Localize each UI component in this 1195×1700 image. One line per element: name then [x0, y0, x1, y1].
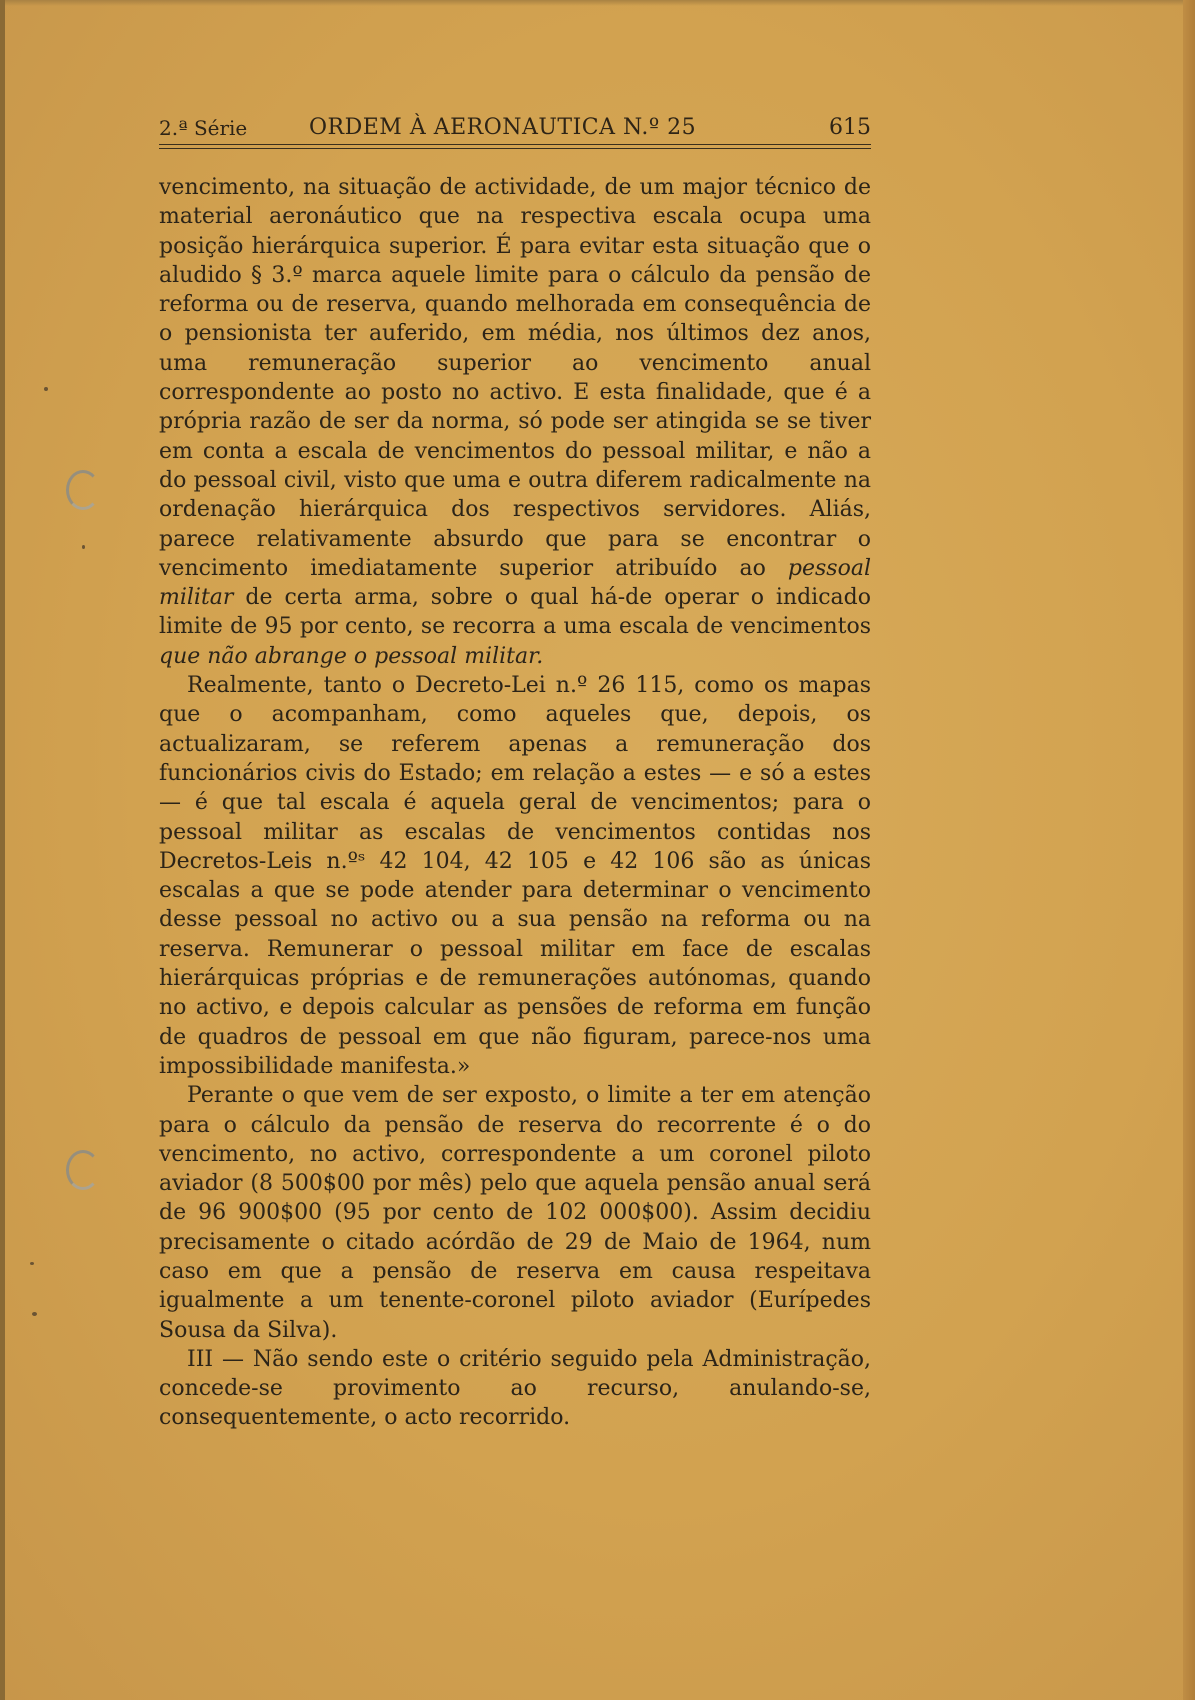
paper-top-edge [0, 0, 1195, 6]
paragraph [159, 671, 871, 1081]
paragraph [159, 1345, 871, 1433]
text-run: Perante o que vem de ser exposto, o limite a ter em atenção para o cálculo da pensão de reserva do recorrente é o do vencimento, no activo, correspondente a um coronel piloto aviador (8 500$00 por mês) pelo que aquela pensão anual será de 96 900$00 (95 por cento de 102 000$00). Assim decidiu precisamente o citado acórdão de 29 de Maio de 1964, num caso em que a pensão de reserva em causa respeitava igualmente a um tenente-coronel piloto aviador (Eurípedes Sousa da Silva). [159, 1083, 871, 1343]
paper-fleck [30, 1262, 34, 1265]
publication-title: ORDEM À AERONAUTICA N.º 25 [309, 115, 697, 140]
paper-left-edge [0, 0, 5, 1700]
paragraph [159, 1081, 871, 1345]
text-run: de certa arma, sobre o qual há-de operar o indicado limite de 95 por cento, se recorra a uma escala de vencimentos [159, 585, 871, 640]
punch-hole-icon [66, 1150, 100, 1190]
page-number: 615 [829, 115, 871, 140]
italic-text: que não abrange o pessoal militar. [159, 643, 544, 669]
body-text [159, 173, 871, 1433]
paper-right-edge [1183, 0, 1195, 1700]
header-rule [159, 148, 871, 149]
series-label: 2.ª Série [159, 116, 248, 140]
paragraph [159, 173, 871, 671]
page-header [159, 112, 871, 145]
paper-fleck [44, 387, 48, 391]
paper-fleck [82, 545, 85, 549]
punch-hole-icon [66, 470, 100, 510]
italic-text: pessoal militar [159, 555, 871, 611]
text-run: vencimento, na situação de actividade, de um major técnico de material aeronáutico que na respectiva escala ocupa uma posição hierárquica superior. É para evitar esta situação que o aludido § 3.º marca aquele limite para o cálculo da pensão de reforma ou de reserva, quando melhorada em consequência de o pensionista ter auferido, em média, nos últimos dez anos, uma remuneração superior ao vencimento anual correspondente ao posto no activo. E esta finalidade, que é a própria razão de ser da norma, só pode ser atingida se se tiver em conta a escala de vencimentos do pessoal militar, e não a do pessoal civil, visto que uma e outra diferem radicalmente na ordenação hierárquica dos respectivos servidores. Aliás, parece relativamente absurdo que para se encontrar o vencimento imediatamente superior atribuído ao [159, 175, 871, 581]
text-run: III — Não sendo este o critério seguido pela Administração, concede-se provimento ao recurso, anulando-se, consequentemente, o acto recorrido. [159, 1346, 871, 1431]
paper-fleck [32, 1312, 37, 1316]
text-run: Realmente, tanto o Decreto-Lei n.º 26 115, como os mapas que o acompanham, como aqueles que, depois, os actualizaram, se referem apenas a remuneração dos funcionários civis do Estado; em relação a estes — e só a estes — é que tal escala é aquela geral de vencimentos; para o pessoal militar as escalas de vencimentos contidas nos Decretos-Leis n.ºˢ 42 104, 42 105 e 42 106 são as únicas escalas a que se pode atender para determinar o vencimento desse pessoal no activo ou a sua pensão na reforma ou na reserva. Remunerar o pessoal militar em face de escalas hierárquicas próprias e de remunerações autónomas, quando no activo, e depois calcular as pensões de reforma em função de quadros de pessoal em que não figuram, parece-nos uma impossibilidade manifesta.» [159, 673, 871, 1079]
